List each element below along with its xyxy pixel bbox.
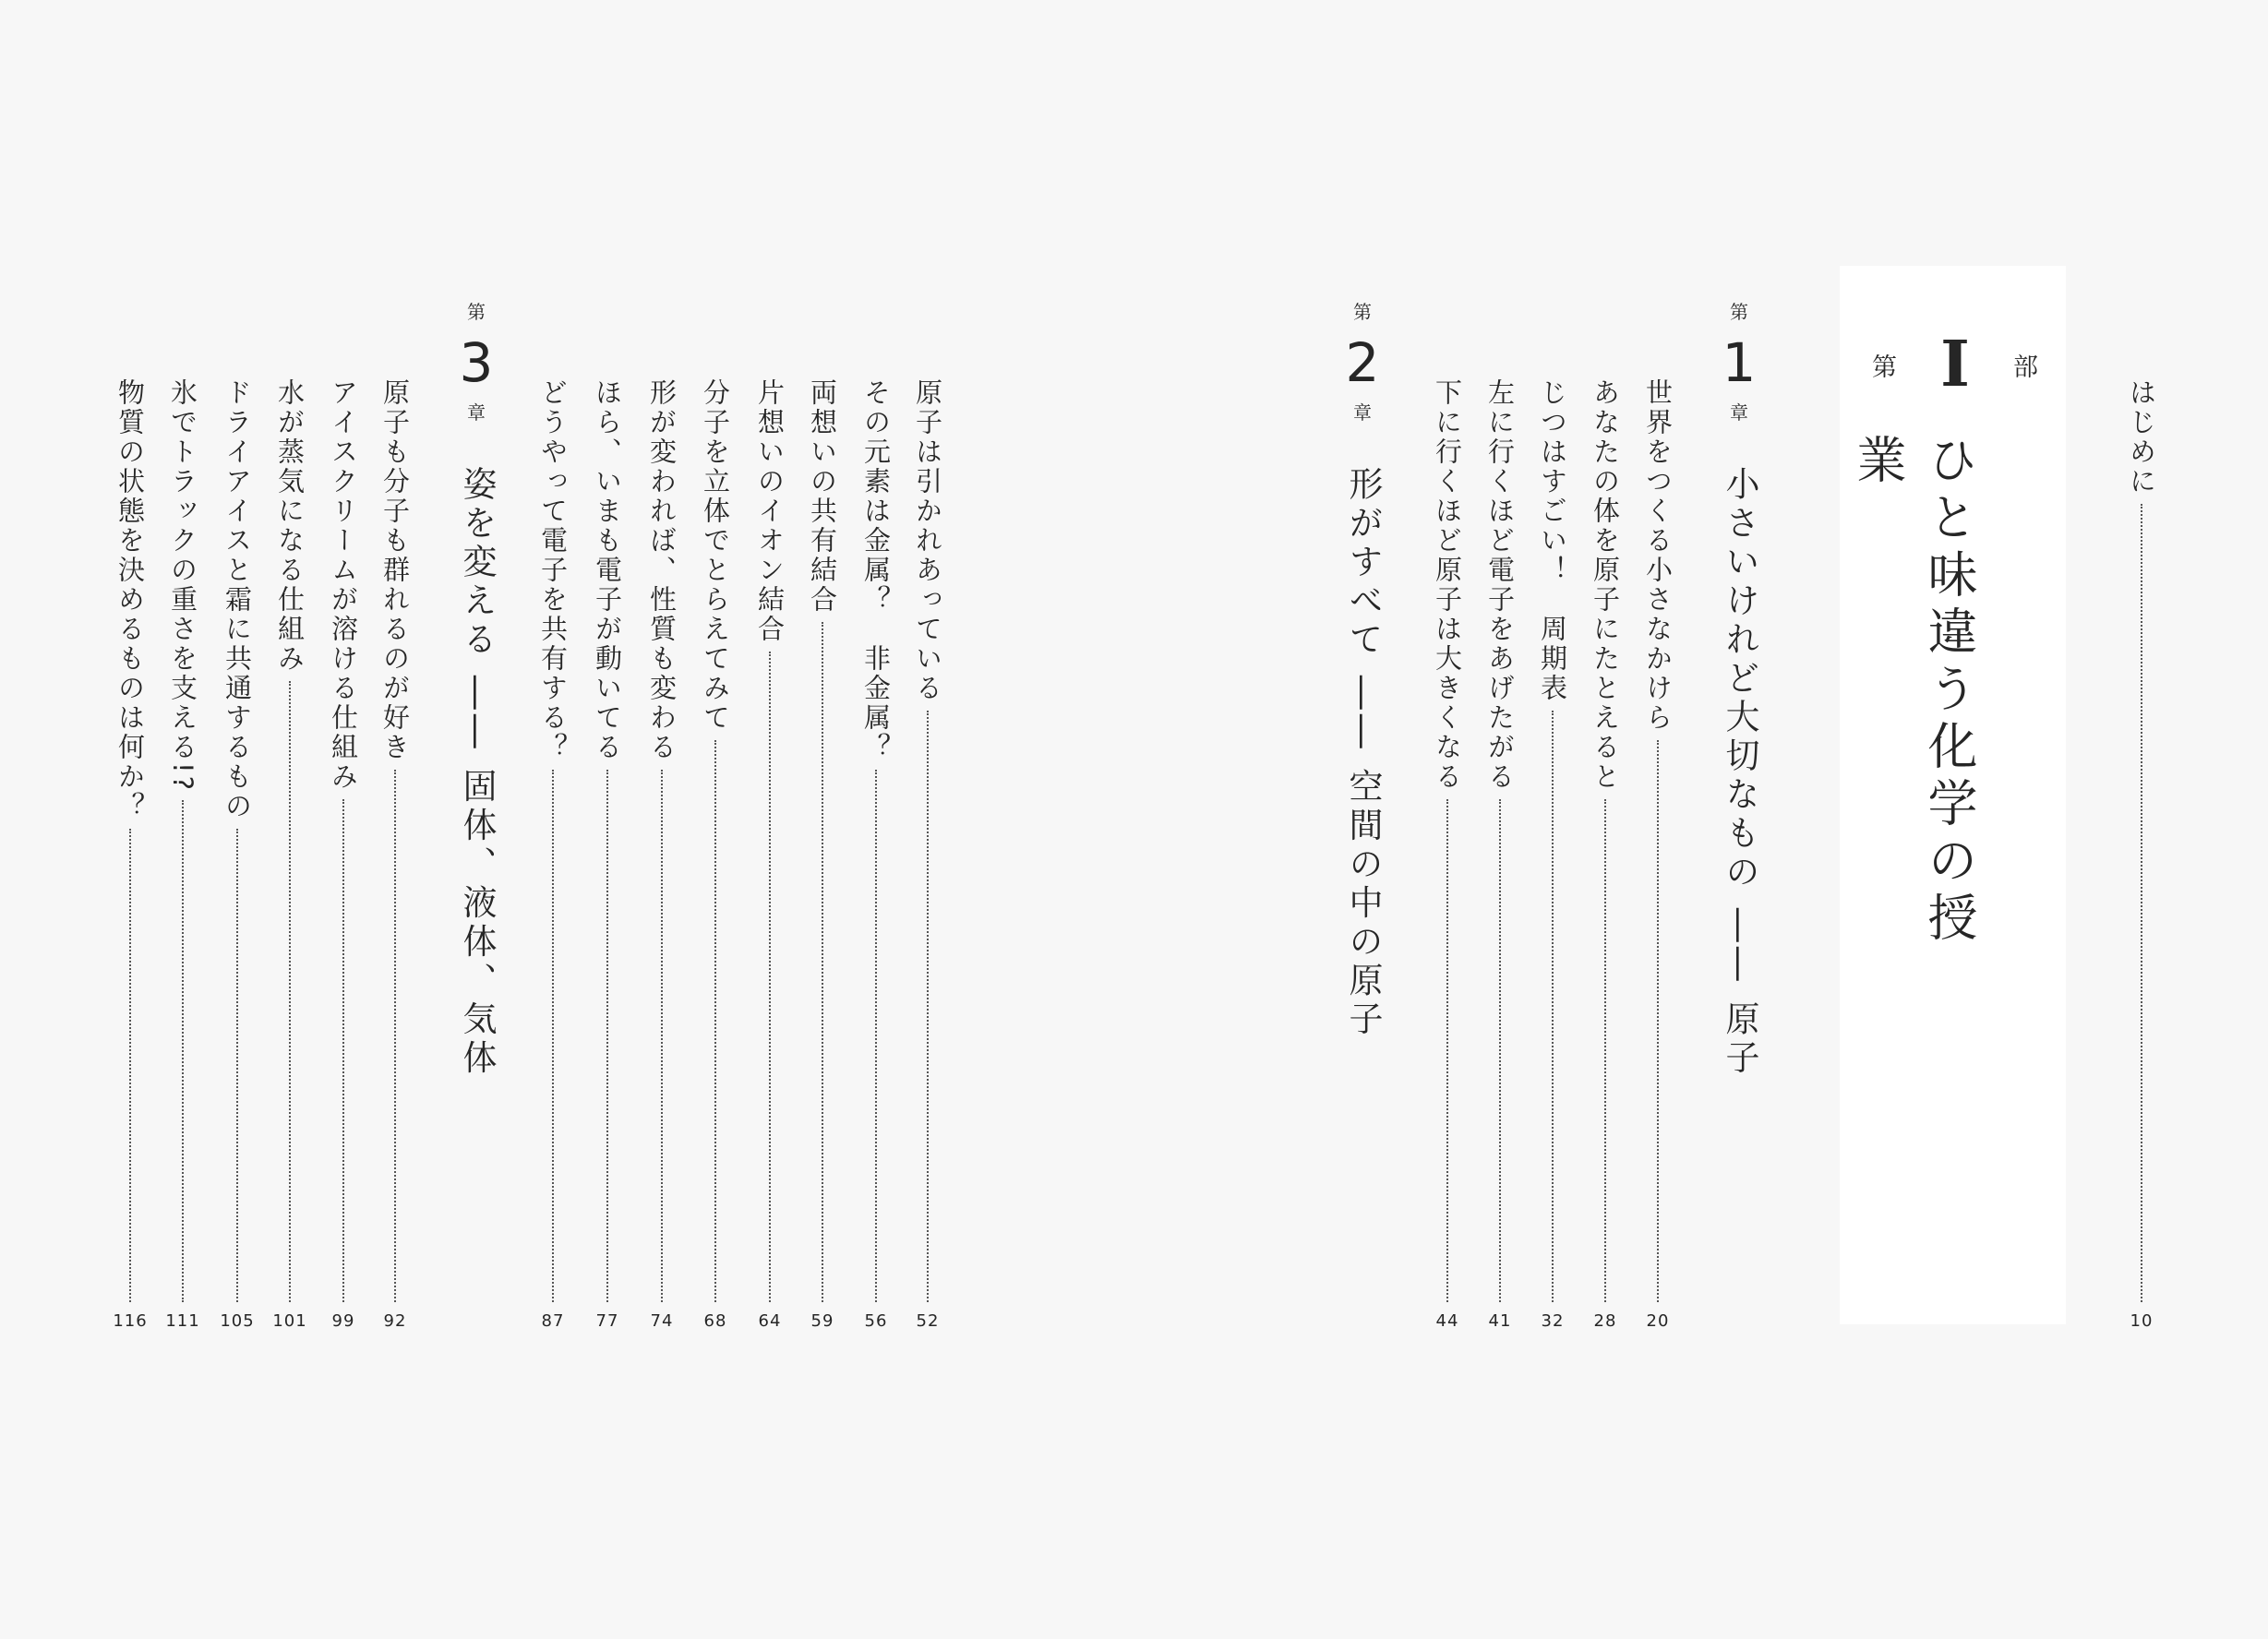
page-number: 20	[1646, 1311, 1670, 1331]
entry-title: 形が変われば、性質も変わる	[646, 378, 678, 762]
leader-dots	[2141, 504, 2142, 1302]
entry-title: アイスクリームが溶ける仕組み	[328, 378, 359, 792]
leader-dots	[552, 770, 554, 1302]
page-number: 44	[1435, 1311, 1459, 1331]
page-number: 116	[113, 1311, 148, 1331]
leader-dots	[1499, 799, 1501, 1302]
entry-title: 氷でトラックの重さを支える!?	[167, 378, 198, 794]
toc-entry[interactable]	[1637, 378, 1679, 1331]
toc-entry[interactable]	[641, 378, 683, 1331]
chapter-prefix: 第	[467, 301, 486, 323]
toc-entry[interactable]	[801, 378, 844, 1331]
toc-entry[interactable]	[1584, 378, 1626, 1331]
page-number: 105	[220, 1311, 255, 1331]
part-label	[1872, 328, 2038, 401]
toc-entry[interactable]	[694, 378, 737, 1331]
chapter-prefix: 第	[1730, 301, 1748, 323]
leader-dots	[1657, 740, 1659, 1302]
page-number: 28	[1593, 1311, 1617, 1331]
toc-entry[interactable]	[586, 378, 629, 1331]
chapter-number: 2	[1345, 331, 1380, 394]
chapter-number: 3	[459, 331, 494, 394]
page-number: 68	[703, 1311, 727, 1331]
chapter-3-label	[449, 297, 504, 426]
entry-title: じつはすごい！ 周期表	[1537, 378, 1568, 703]
chapter-3-title[interactable]: 姿を変える ―― 固体、液体、気体	[457, 466, 497, 1079]
leader-dots	[1446, 799, 1448, 1302]
page-number: 32	[1541, 1311, 1565, 1331]
page-number: 74	[650, 1311, 674, 1331]
leader-dots	[236, 829, 238, 1302]
chapter-prefix: 第	[1353, 301, 1372, 323]
toc-entry[interactable]	[374, 378, 416, 1331]
part-suffix: 部	[2013, 353, 2038, 382]
entry-title: 世界をつくる小さなかけら	[1642, 378, 1674, 733]
page-number: 92	[383, 1311, 407, 1331]
part-numeral: I	[1940, 328, 1970, 401]
entry-title: 片想いのイオン結合	[754, 378, 786, 644]
chapter-2-label	[1335, 297, 1390, 426]
leader-dots	[182, 800, 184, 1302]
toc-entry[interactable]	[269, 378, 311, 1331]
entry-title: 原子は引かれあっている	[912, 378, 943, 703]
page-number: 64	[758, 1311, 782, 1331]
page-number: 59	[810, 1311, 834, 1331]
toc-entry[interactable]	[1426, 378, 1469, 1331]
entry-title: 物質の状態を決めるものは何か？	[114, 378, 146, 821]
entry-title: その元素は金属？ 非金属？	[860, 378, 892, 762]
part-prefix: 第	[1872, 353, 1897, 382]
page-number: 99	[331, 1311, 355, 1331]
entry-title: 原子も分子も群れるのが好き	[379, 378, 411, 762]
entry-title: どうやって電子を共有する？	[537, 378, 569, 762]
entry-title: 水が蒸気になる仕組み	[274, 378, 306, 674]
entry-title: 左に行くほど電子をあげたがる	[1484, 378, 1516, 792]
page-number: 52	[916, 1311, 940, 1331]
leader-dots	[661, 770, 663, 1302]
page-number: 101	[272, 1311, 307, 1331]
toc-entry[interactable]	[1479, 378, 1521, 1331]
toc-entry[interactable]	[532, 378, 574, 1331]
toc-entry[interactable]	[1531, 378, 1574, 1331]
toc-entry[interactable]	[216, 378, 258, 1331]
toc-entry[interactable]	[906, 378, 949, 1331]
leader-dots	[769, 652, 771, 1302]
page-number: 111	[165, 1311, 200, 1331]
entry-title: ほら、いまも電子が動いてる	[592, 378, 623, 762]
leader-dots	[129, 829, 131, 1302]
part-title: ひと味違う化学の授業	[1849, 434, 1978, 949]
entry-title: ドライアイスと霜に共通するもの	[222, 378, 253, 821]
leader-dots	[822, 622, 823, 1302]
entry-title: あなたの体を原子にたとえると	[1590, 378, 1621, 792]
entry-title: 分子を立体でとらえてみて	[700, 378, 731, 733]
page-number: 87	[541, 1311, 565, 1331]
page-number: 56	[864, 1311, 888, 1331]
toc-entry[interactable]	[855, 378, 897, 1331]
chapter-suffix: 章	[1353, 401, 1372, 424]
entry-title: はじめに	[2126, 378, 2157, 496]
chapter-1-title[interactable]: 小さいけれど大切なもの ―― 原子	[1720, 466, 1759, 1079]
chapter-suffix: 章	[467, 401, 486, 424]
leader-dots	[606, 770, 608, 1302]
leader-dots	[342, 799, 344, 1302]
leader-dots	[1552, 711, 1554, 1302]
chapter-1-label	[1711, 297, 1767, 426]
leader-dots	[1604, 799, 1606, 1302]
leader-dots	[875, 770, 877, 1302]
entry-title: 下に行くほど原子は大きくなる	[1432, 378, 1463, 792]
entry-title: 両想いの共有結合	[807, 378, 838, 615]
leader-dots	[394, 770, 396, 1302]
chapter-suffix: 章	[1730, 401, 1748, 424]
toc-entry[interactable]	[749, 378, 791, 1331]
chapter-2-title[interactable]: 形がすべて ―― 空間の中の原子	[1343, 466, 1383, 1040]
toc-entry-intro[interactable]	[2120, 378, 2163, 1331]
leader-dots	[289, 681, 291, 1302]
page-number: 41	[1488, 1311, 1512, 1331]
toc-entry[interactable]	[109, 378, 151, 1331]
page-number: 10	[2130, 1311, 2154, 1331]
toc-entry[interactable]	[322, 378, 365, 1331]
leader-dots	[714, 740, 716, 1302]
leader-dots	[927, 711, 929, 1302]
page-number: 77	[595, 1311, 619, 1331]
toc-entry[interactable]	[162, 378, 204, 1331]
chapter-number: 1	[1722, 331, 1757, 394]
